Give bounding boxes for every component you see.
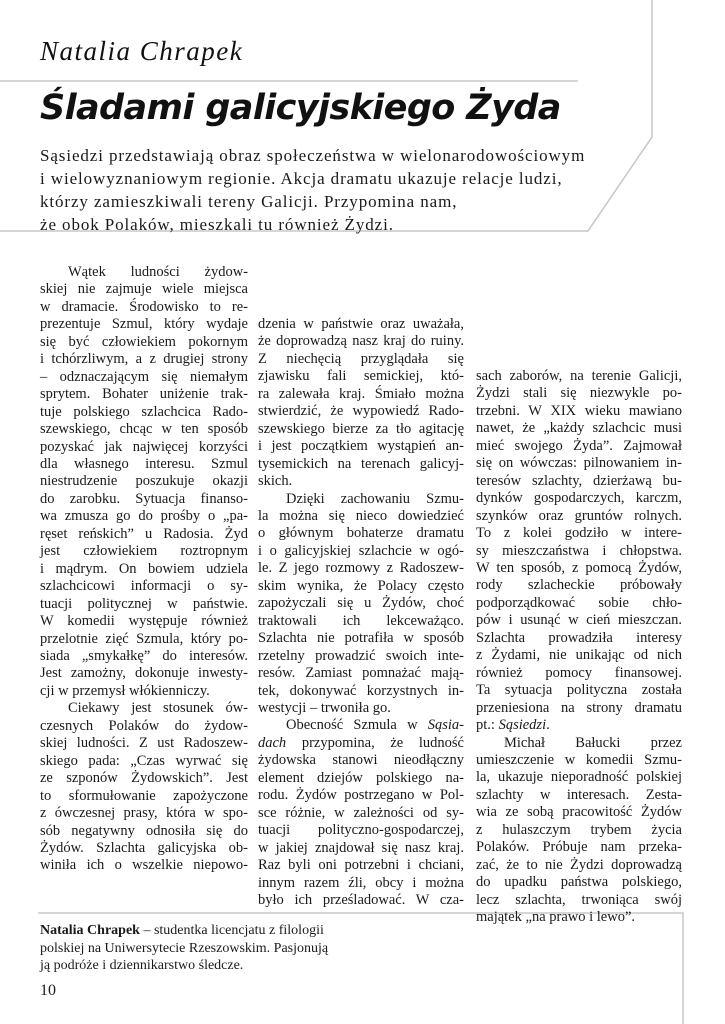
text-line: winiła ich o wszelkie niepowo-	[40, 857, 248, 874]
text-line: przeniesiona na strony dramatu	[476, 699, 682, 716]
text-line: szlachcicowi informacji o sy-	[40, 578, 248, 595]
lead-line: i wielowyznaniowym regionie. Akcja dramatu ukazuje relacje ludzi,	[40, 169, 563, 188]
text-line: stwierdzić, że wypowiedź Rado-	[258, 403, 464, 420]
text-line: rody szlacheckie próbowały	[476, 577, 682, 594]
text-line: w jakiej znajdował się nasz kraj.	[258, 839, 464, 856]
text-line: pozyskać jak najwięcej korzyści	[40, 438, 248, 455]
text-line: sach zaborów, na terenie Galicji,	[476, 368, 682, 384]
text-line: dynków gospodarczych, karczm,	[476, 490, 682, 507]
text-line: pów i usunąć w cień mieszczan.	[476, 612, 682, 629]
text-line: i jest początkiem wystąpień an-	[258, 438, 464, 455]
text-line: cji w przemysł włókienniczy.	[40, 682, 210, 699]
text-line: podporządkować sobie chło-	[476, 594, 682, 611]
text-line: mieć swojego Żyda”. Zajmował	[476, 437, 682, 454]
text-line: z Żydami, nie unikając od nich	[476, 647, 682, 664]
text-line: rodu. Żydów postrzegano w Pol-	[258, 787, 464, 804]
text-line: i mądrym. On bowiem udziela	[40, 560, 248, 577]
text-line: Wątek ludności żydow-	[68, 264, 248, 280]
author-bio	[40, 922, 370, 975]
text-line: tuacji polityczno-gospodarczej,	[258, 822, 464, 839]
text-line: w dramacie. Środowisko to re-	[40, 298, 248, 315]
text-line: Michał Bałucki przez	[504, 734, 682, 751]
text-line: sprytem. Bohater uniżenie trak-	[40, 386, 248, 403]
text-line: niestrudzenie poszukuje okazji	[40, 473, 248, 490]
text-line: Dzięki zachowaniu Szmu-	[286, 490, 464, 507]
text-line: i tchórzliwym, a z drugiej strony	[40, 351, 248, 368]
text-line: la, ukazuje nieporadność polskiej	[476, 769, 682, 786]
text-line: było ich prześladować. W cza-	[258, 891, 464, 908]
text-line: się on wówczas: pilnowaniem in-	[476, 455, 682, 472]
text-line: wia ze sobą pracowitość Żydów	[476, 804, 682, 821]
text-line: skiej ludności. Z ust Radoszew-	[40, 735, 248, 752]
text-line: skim wynika, że Polacy często	[258, 577, 464, 594]
text-line: zapożyczali się u Żydów, choć	[258, 595, 464, 612]
text-line: prezentuje Szmul, który wydaje	[40, 316, 248, 333]
text-line: innym razem źli, obcy i można	[258, 874, 464, 891]
text-line: ra zalewała kraj. Śmiało można	[258, 385, 464, 402]
text-line: resów. Zamiast pomnażać mają-	[258, 665, 464, 682]
text-line: zać, że to nie Żydzi doprowadzą	[476, 856, 682, 873]
text-line: W ten sposób, z pomocą Żydów,	[476, 559, 682, 576]
text-line: Polaków. Próbuje nam przeka-	[476, 839, 682, 856]
text-line: la można się nieco dowiedzieć	[258, 507, 464, 524]
text-line: jest człowiekiem roztropnym	[40, 543, 248, 560]
text-line: żydowska stanowi nieodłączny	[258, 752, 464, 769]
text-line: tuacji politycznej w państwie.	[40, 595, 248, 612]
text-line: Ciekawy jest stosunek ów-	[68, 700, 248, 717]
text-line: sce różnie, w zależności od sy-	[258, 804, 464, 821]
lead-line: że obok Polaków, mieszkali tu również Żydzi.	[40, 215, 394, 234]
lead-paragraph	[40, 144, 620, 236]
text-line: szewskiego, chcąc w ten sposób	[40, 421, 248, 438]
text-line: westycji – trwoniła go.	[258, 699, 391, 716]
text-line: majątek „na prawo i lewo”.	[476, 909, 636, 926]
text-line: z hulaszczym trybem życia	[476, 821, 682, 838]
text-line: Obecność Szmula w Sąsia-	[286, 717, 464, 734]
text-line: Ta sytuacja polityczna została	[476, 682, 682, 699]
text-line: skiego pada: „Czas wyrwać się	[40, 752, 248, 769]
text-line: skiej nie zajmuje wiele miejsca	[40, 281, 248, 298]
text-line: sy mieszczaństwa i chłopstwa.	[476, 542, 682, 559]
body-column-2	[258, 316, 464, 909]
text-line: szewskiego bierze za tło agitację	[258, 420, 464, 437]
text-line: sób negatywny odnosiła się do	[40, 822, 248, 839]
text-line: i o galicyjskiej szlachcie w ogó-	[258, 542, 464, 559]
text-line: tek, dokonywać korzystnych in-	[258, 682, 464, 699]
text-line: teresów szlachty, dzierżawą bu-	[476, 472, 682, 489]
text-line: lecz szlachta, trwoniąca swój	[476, 891, 682, 908]
body-column-3	[476, 368, 682, 927]
text-line: To z kolei godziło w intere-	[476, 525, 682, 542]
page-number: 10	[40, 982, 56, 999]
article-title: Śladami galicyjskiego Żyda	[40, 88, 561, 128]
lead-line: Sąsiedzi przedstawiają obraz społeczeństwa w wielonarodowościowym	[40, 146, 586, 165]
bio-line: ją podróże i dziennikarstwo śledcze.	[40, 958, 244, 973]
text-line: Żydzi stali się niezwykle po-	[476, 385, 682, 402]
text-line: Z niechęcią przyglądała się	[258, 350, 464, 367]
text-line: dzenia w państwie oraz uważała,	[258, 316, 464, 332]
text-line: tuje polskiego szlachcica Rado-	[40, 403, 248, 420]
text-line: również pomocy finansowej.	[476, 664, 682, 681]
text-line: z ówczesnej prasy, która w spo-	[40, 805, 248, 822]
text-line: element dziejów polskiego na-	[258, 769, 464, 786]
bio-text: – studentka licencjatu z filologii	[139, 923, 324, 938]
lead-line: którzy zamieszkiwali tereny Galicji. Przypomina nam,	[40, 192, 458, 211]
text-line: traktowali ich lekceważąco.	[258, 612, 464, 629]
text-line: wa zmusza go do prośby o „pa-	[40, 508, 248, 525]
text-line: się być człowiekiem pokornym	[40, 333, 248, 350]
text-line: le. Z jego rozmowy z Radoszew-	[258, 560, 464, 577]
text-line: trzebni. W XIX wieku mawiano	[476, 402, 682, 419]
text-line: czesnych Polaków do żydow-	[40, 717, 248, 734]
text-line: o głównym bohaterze dramatu	[258, 525, 464, 542]
bio-author-name: Natalia Chrapek	[40, 923, 140, 938]
text-line: rzetelny prowadzić swoich inte-	[258, 647, 464, 664]
text-line: umieszczenie w komedii Szmu-	[476, 751, 682, 768]
text-line: pt.: Sąsiedzi.	[476, 717, 550, 734]
text-line: Szlachta prowadziła interesy	[476, 629, 682, 646]
body-column-1	[40, 264, 248, 875]
text-line: W komedii występuje również	[40, 613, 248, 630]
bio-line: polskiej na Uniwersytecie Rzeszowskim. Pasjonują	[40, 940, 329, 956]
text-line: Raz byli oni potrzebni i chciani,	[258, 857, 464, 874]
text-line: to sformułowanie zapożyczone	[40, 787, 248, 804]
bio-line	[40, 922, 370, 940]
text-line: szlachty w interesach. Zesta-	[476, 786, 682, 803]
text-line: skich.	[258, 473, 293, 490]
text-line: przelotnie zięć Szmula, który po-	[40, 630, 248, 647]
text-line: szynków oraz gruntów rolnych.	[476, 507, 682, 524]
text-line: dach przypomina, że ludność	[258, 734, 464, 751]
text-line: – odznaczającym się niemałym	[40, 368, 248, 385]
text-line: ręset reńskich” u Radosia. Żyd	[40, 525, 248, 542]
text-line: zjawisku fali semickiej, któ-	[258, 368, 464, 385]
text-line: że doprowadzą nasz kraj do ruiny.	[258, 333, 464, 350]
text-line: Jest zamożny, dokonuje inwesty-	[40, 665, 248, 682]
text-line: dla własnego interesu. Szmul	[40, 455, 248, 472]
text-line: ze szponów Żydowskich”. Jest	[40, 770, 248, 787]
text-line: tysemickich na terenach galicyj-	[258, 455, 464, 472]
text-line: Żydów. Szlachta galicyjska ob-	[40, 839, 248, 856]
author-name: Natalia Chrapek	[40, 36, 244, 66]
text-line: Szlachta nie potrafiła w sposób	[258, 630, 464, 647]
text-line: nawet, że „każdy szlachcic musi	[476, 420, 682, 437]
text-line: do upadku państwa polskiego,	[476, 874, 682, 891]
text-line: siada „smykałkę” do interesów.	[40, 647, 248, 664]
text-line: do zarobku. Sytuacja finanso-	[40, 490, 248, 507]
